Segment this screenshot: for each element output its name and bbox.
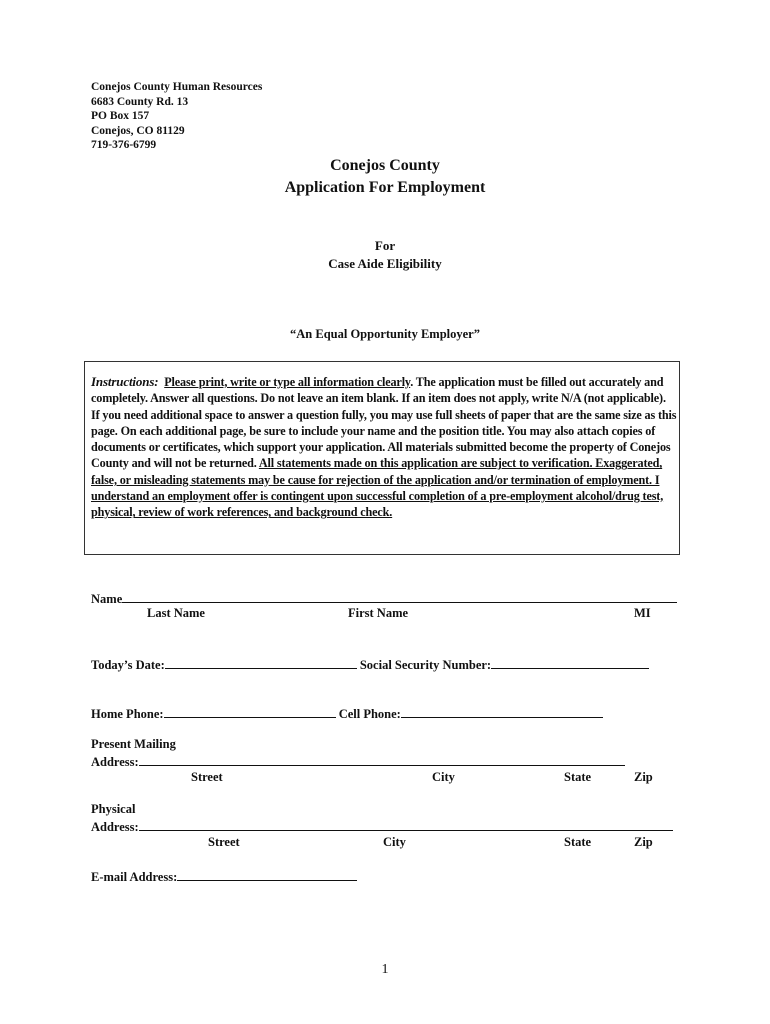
title-line-1: Conejos County	[330, 157, 440, 174]
date-label: Today’s Date:	[91, 658, 165, 672]
header-address	[91, 80, 262, 153]
mailing-address-field[interactable]	[139, 753, 625, 766]
instructions-body: . The application must be filled out accurately and completely. Answer all questions. Do not leave an item blank. If an item does not apply, write N/A (not applicable). If you need additional space to answer a question fully, you may use full sheets of paper that are the same size as this page. On each additional page, be sure to include your name and the position title. You may also attach copies of documents or certificates, which support your application. All materials submitted become the property of Conejos County and will not be returned.	[91, 375, 677, 471]
instructions-lead: Please print, write or type all information clearly	[164, 375, 411, 389]
mailing-row	[91, 753, 625, 770]
physical-label-1: Physical	[91, 802, 136, 816]
instructions-label: Instructions:	[91, 374, 159, 389]
physical-label-2: Address:	[91, 820, 139, 834]
org-name: Conejos County Human Resources	[91, 81, 263, 93]
ssn-field[interactable]	[491, 656, 649, 669]
physical-city-caption: City	[383, 835, 406, 849]
mi-caption: MI	[634, 606, 651, 620]
mailing-zip-caption: Zip	[634, 770, 653, 784]
position-title: Case Aide Eligibility	[328, 256, 442, 271]
home-phone-label: Home Phone:	[91, 707, 164, 721]
cell-phone-field[interactable]	[401, 705, 603, 718]
instructions-text	[91, 374, 677, 521]
eeo-statement: “An Equal Opportunity Employer”	[290, 327, 480, 341]
physical-zip-caption: Zip	[634, 835, 653, 849]
last-name-caption: Last Name	[147, 606, 205, 620]
for-label: For	[374, 238, 396, 253]
org-pobox: PO Box 157	[91, 110, 150, 123]
email-field[interactable]	[177, 868, 357, 881]
physical-row	[91, 818, 673, 835]
cell-phone-label: Cell Phone:	[338, 707, 401, 721]
physical-street-caption: Street	[208, 835, 240, 849]
mailing-label-2: Address:	[91, 755, 139, 769]
name-label: Name	[91, 592, 123, 606]
date-field[interactable]	[165, 656, 357, 669]
mailing-street-caption: Street	[191, 770, 223, 784]
title-line-2: Application For Employment	[284, 179, 486, 196]
date-ssn-row	[91, 656, 649, 673]
home-phone-field[interactable]	[164, 705, 336, 718]
name-row	[91, 590, 677, 607]
physical-address-field[interactable]	[139, 818, 673, 831]
name-field[interactable]	[122, 590, 677, 603]
document-title	[0, 155, 770, 199]
phone-row	[91, 705, 603, 722]
first-name-caption: First Name	[348, 606, 409, 620]
email-row	[91, 868, 357, 885]
mailing-city-caption: City	[432, 770, 455, 784]
mailing-state-caption: State	[564, 770, 592, 784]
page-number: 1	[381, 962, 389, 977]
org-street: 6683 County Rd. 13	[91, 95, 189, 108]
instructions-underlined: All statements made on this application are subject to verification. Exaggerated, false, or misleading statements may be cause for rejection of the application and/or termination of employment. I understand an employment offer is contingent upon successful completion of a pre-employment alcohol/drug test, physical, review of work references, and background check.	[91, 456, 664, 520]
email-label: E-mail Address:	[91, 870, 178, 884]
ssn-label: Social Security Number:	[359, 658, 492, 672]
mailing-label-1: Present Mailing	[91, 737, 176, 751]
physical-state-caption: State	[564, 835, 592, 849]
org-city: Conejos, CO 81129	[91, 124, 185, 137]
org-phone: 719-376-6799	[91, 139, 157, 152]
position-heading	[0, 237, 770, 273]
